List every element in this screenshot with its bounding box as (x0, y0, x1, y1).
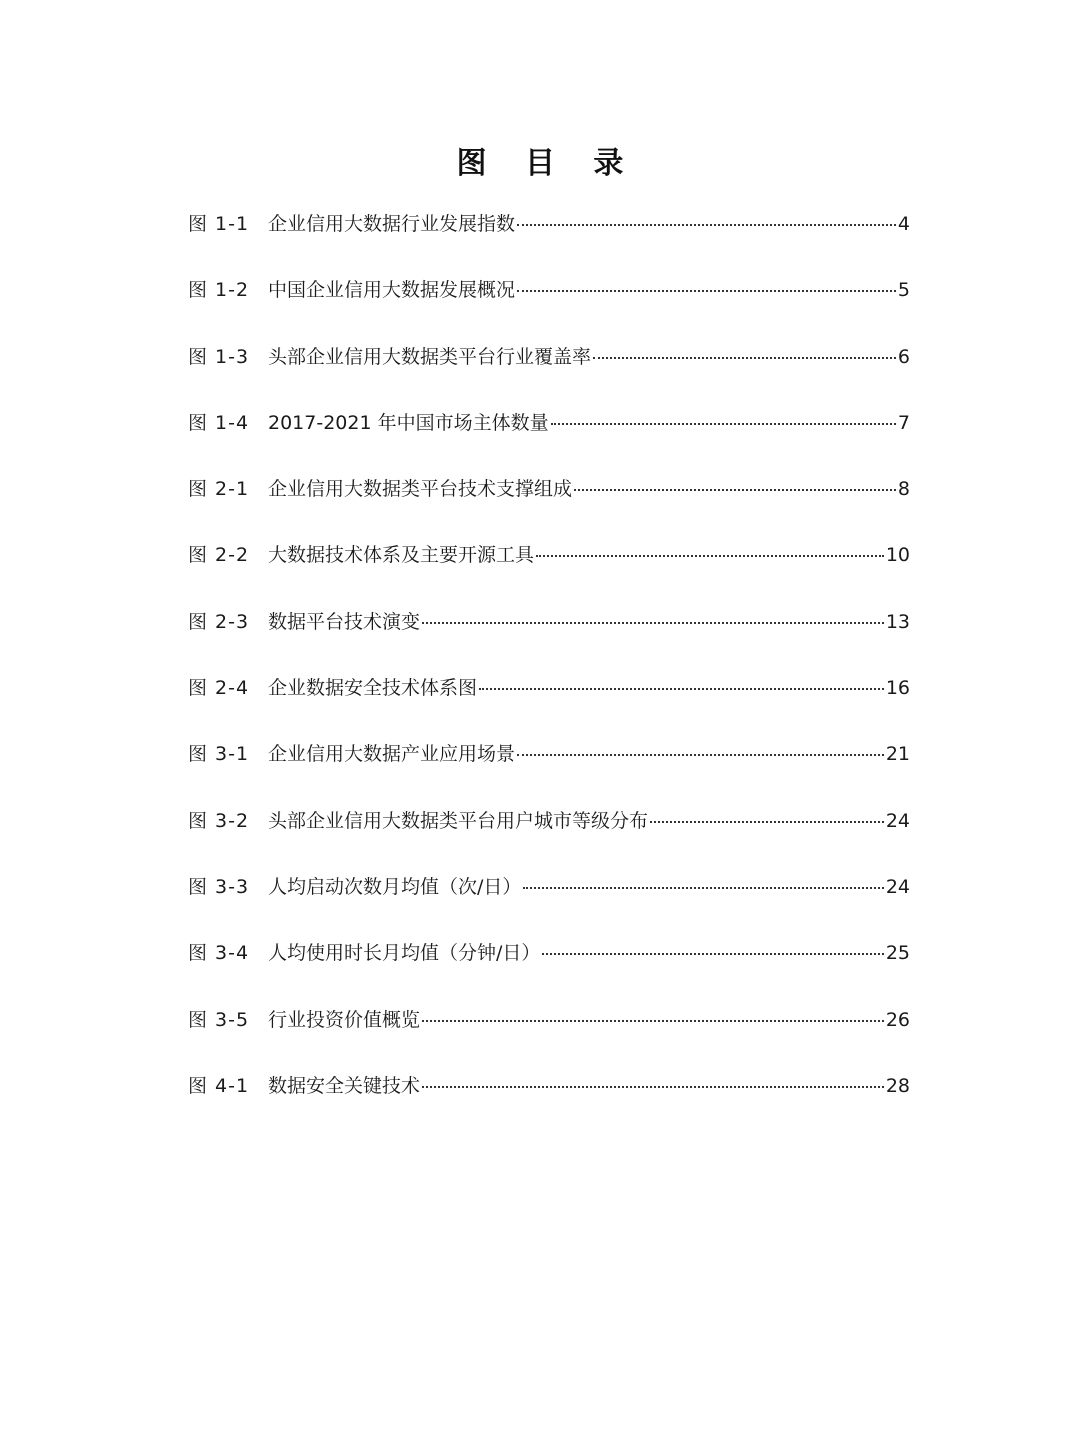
toc-entry[interactable] (188, 735, 910, 801)
figure-caption: 数据平台技术演变 (268, 610, 421, 633)
figure-caption: 企业信用大数据类平台技术支撑组成 (268, 478, 573, 501)
figure-label: 图 3-5 (188, 1008, 250, 1031)
figure-label: 图 1-3 (188, 345, 250, 368)
page-number: 13 (885, 610, 910, 633)
toc-entry[interactable] (188, 1067, 910, 1133)
figure-label: 图 3-2 (188, 809, 250, 832)
toc-entry[interactable] (188, 669, 910, 735)
figure-label: 图 2-1 (188, 478, 250, 501)
page-number: 7 (897, 411, 910, 434)
toc-entry[interactable] (188, 603, 910, 669)
toc-entry[interactable] (188, 868, 910, 934)
dot-leader (650, 821, 884, 823)
page-number: 10 (885, 544, 910, 567)
dot-leader (422, 1020, 884, 1022)
page-number: 24 (885, 809, 910, 832)
figure-caption: 人均使用时长月均值（分钟/日） (268, 942, 541, 965)
page-number: 16 (885, 677, 910, 700)
toc-entry[interactable] (188, 205, 910, 271)
figure-caption: 大数据技术体系及主要开源工具 (268, 544, 535, 567)
figure-caption: 数据安全关键技术 (268, 1074, 421, 1097)
figure-caption: 头部企业信用大数据类平台用户城市等级分布 (268, 809, 649, 832)
dot-leader (479, 688, 884, 690)
dot-leader (574, 489, 896, 491)
page-number: 6 (897, 345, 910, 368)
page-number: 8 (897, 478, 910, 501)
figure-caption: 中国企业信用大数据发展概况 (268, 279, 516, 302)
toc-entry[interactable] (188, 934, 910, 1000)
page-number: 26 (885, 1008, 910, 1031)
page-number: 24 (885, 875, 910, 898)
figure-caption: 头部企业信用大数据类平台行业覆盖率 (268, 345, 592, 368)
dot-leader (517, 224, 896, 226)
figure-label: 图 1-2 (188, 279, 250, 302)
dot-leader (517, 754, 884, 756)
dot-leader (536, 555, 884, 557)
page-number: 25 (885, 942, 910, 965)
figure-label: 图 3-4 (188, 942, 250, 965)
dot-leader (551, 423, 896, 425)
figure-label: 图 1-4 (188, 411, 250, 434)
figure-caption: 行业投资价值概览 (268, 1008, 421, 1031)
figure-label: 图 3-3 (188, 875, 250, 898)
figure-caption: 企业信用大数据行业发展指数 (268, 213, 516, 235)
page-number: 21 (885, 743, 910, 766)
figure-label: 图 2-4 (188, 677, 250, 700)
dot-leader (523, 887, 883, 889)
dot-leader (542, 953, 883, 955)
toc-entry[interactable] (188, 536, 910, 602)
figure-caption: 企业信用大数据产业应用场景 (268, 743, 516, 766)
figure-list (188, 205, 910, 1133)
figure-label: 图 2-3 (188, 610, 250, 633)
page-number: 4 (897, 213, 910, 235)
dot-leader (422, 622, 884, 624)
toc-entry[interactable] (188, 271, 910, 337)
page-number: 28 (885, 1074, 910, 1097)
toc-entry[interactable] (188, 338, 910, 404)
dot-leader (593, 357, 896, 359)
page-title: 图 目 录 (456, 146, 638, 181)
figure-label: 图 2-2 (188, 544, 250, 567)
toc-entry[interactable] (188, 802, 910, 868)
page-number: 5 (897, 279, 910, 302)
toc-entry[interactable] (188, 1001, 910, 1067)
dot-leader (422, 1086, 884, 1088)
figure-label: 图 3-1 (188, 743, 250, 766)
dot-leader (517, 290, 896, 292)
figure-caption: 人均启动次数月均值（次/日） (268, 875, 522, 898)
figure-label: 图 4-1 (188, 1074, 250, 1097)
toc-entry[interactable] (188, 470, 910, 536)
figure-caption: 2017-2021 年中国市场主体数量 (268, 411, 549, 434)
figure-caption: 企业数据安全技术体系图 (268, 677, 478, 700)
figure-label: 图 1-1 (188, 213, 250, 235)
toc-entry[interactable] (188, 404, 910, 470)
